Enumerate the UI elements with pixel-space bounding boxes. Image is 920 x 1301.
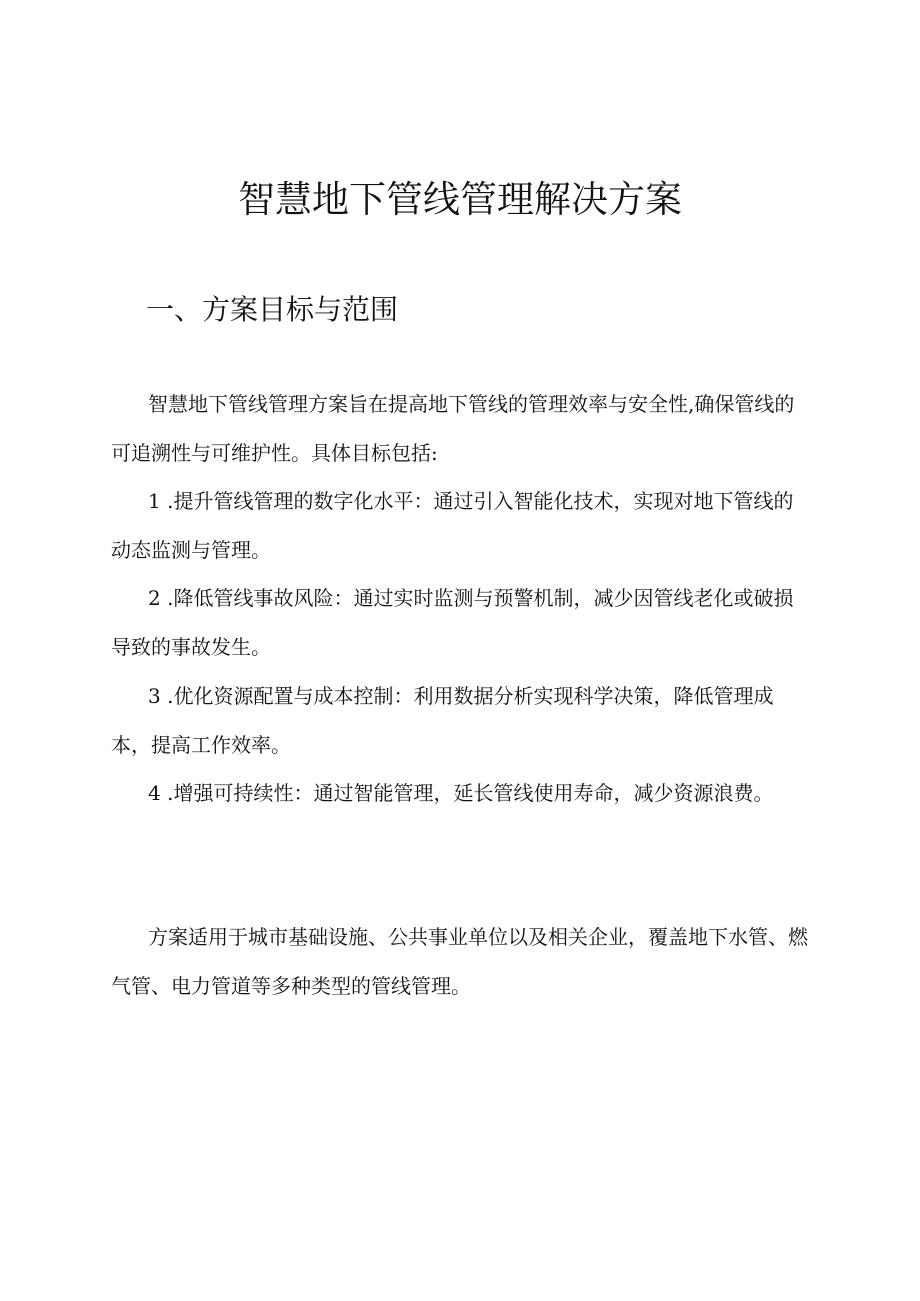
goal-item-3: 3 .优化资源配置与成本控制：利用数据分析实现科学决策，降低管理成本，提高工作效率。 [111,684,774,757]
goal-item-1: 1 .提升管线管理的数字化水平：通过引入智能化技术，实现对地下管线的动态监测与管理。 [111,489,794,562]
document-title: 智慧地下管线管理解决方案 [238,178,682,221]
goal-item-4: 4 .增强可持续性：通过智能管理，延长管线使用寿命，减少资源浪费。 [148,781,774,805]
scope-paragraph: 方案适用于城市基础设施、公共事业单位以及相关企业，覆盖地下水管、燃气管、电力管道等多种类型的管线管理。 [111,925,808,998]
section-heading: 一、方案目标与范围 [146,293,399,326]
intro-paragraph: 智慧地下管线管理方案旨在提高地下管线的管理效率与安全性,确保管线的可追溯性与可维护性。具体目标包括: [111,392,795,465]
goal-item-2: 2 .降低管线事故风险：通过实时监测与预警机制，减少因管线老化或破损导致的事故发生。 [111,586,794,659]
